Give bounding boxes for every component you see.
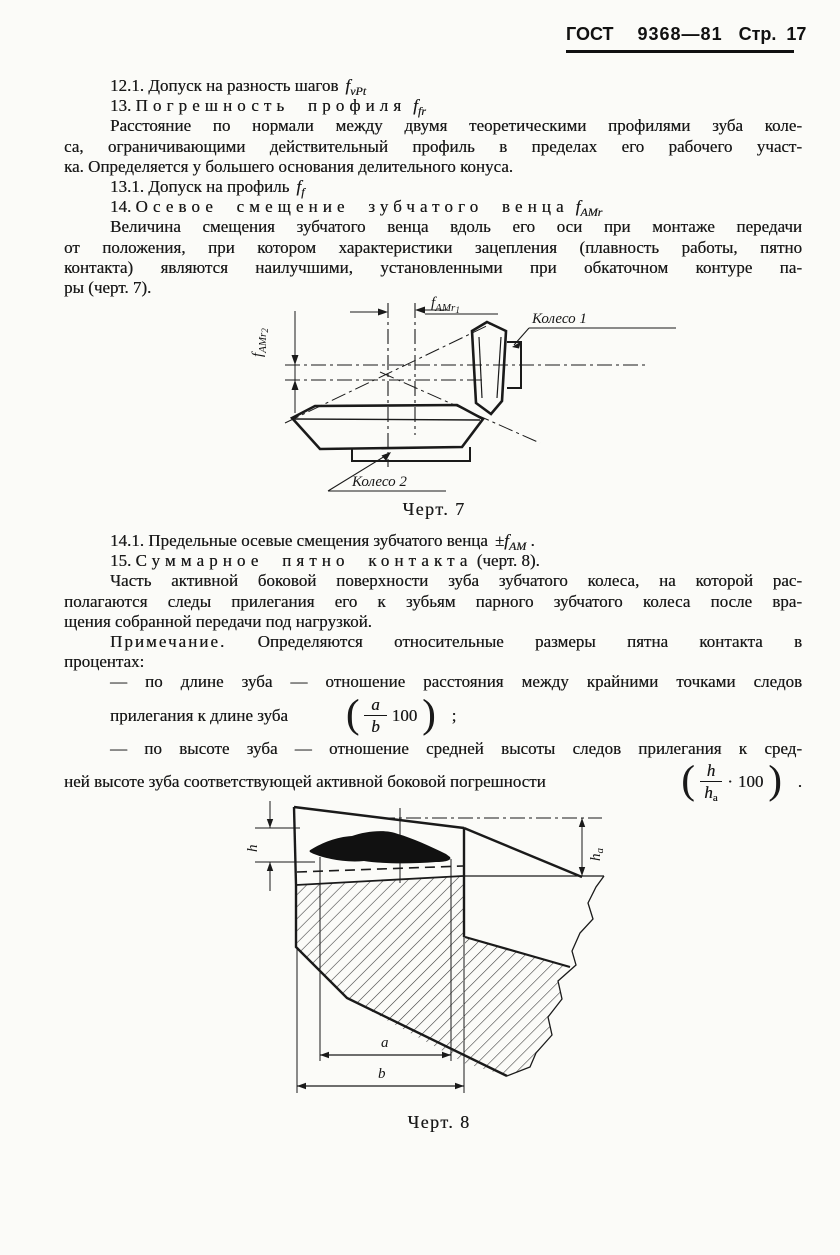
hatched-section-right	[464, 937, 570, 1076]
a-label: a	[381, 1035, 389, 1051]
fig7-gear1-outline	[472, 322, 521, 414]
list-item-length: — по длине зуба — отношение расстояния между крайними точками следов	[110, 672, 802, 692]
paragraph-line: полагаются следы прилегания его к зубьям парного зубчатого колеса после вра-	[64, 591, 802, 611]
formula-tail: .	[797, 771, 802, 791]
text-block-2	[64, 531, 802, 805]
standard-number: 9368—81	[637, 24, 723, 44]
note-line-2: процентах:	[64, 652, 145, 672]
formula-lead-text: прилегания к длине зуба	[110, 705, 288, 725]
figure-8-drawing	[240, 795, 615, 1100]
dashed-pitch-line	[297, 866, 463, 872]
page-header	[566, 24, 807, 45]
section-13-1-line: 13.1. Допуск на профиль $f_f$	[110, 177, 305, 200]
section-14-1-line: 14.1. Предельные осевые смещения зубчатого венца $\pm f_{AM}$ .	[110, 531, 535, 553]
famr1-label: $f_{AMr}1$	[431, 295, 460, 315]
formula-tail: ;	[451, 705, 457, 725]
fig7-dimension-famr1	[350, 295, 498, 316]
paragraph-line: Расстояние по нормали между двумя теоретическими профилями зуба коле-	[110, 116, 802, 136]
fig7-label-wheel1	[512, 311, 676, 349]
paragraph-line: ка. Определяется у большего основания делительного конуса.	[64, 156, 513, 176]
formula-line-length	[64, 690, 802, 739]
hatched-section-left	[296, 876, 463, 1062]
figure-8	[240, 795, 615, 1105]
fig7-label-wheel2	[328, 452, 446, 491]
section-14-heading: 14. Осевое смещение зубчатого венца $f_{AMr}$	[110, 197, 603, 220]
page-word: Стр.	[738, 24, 777, 44]
figure-7-drawing	[240, 295, 690, 495]
formula-a-over-b: ( $\frac{a}{b}$ 100 )	[345, 690, 436, 737]
b-label: b	[378, 1066, 386, 1082]
figure-7	[240, 295, 690, 500]
text-block-1	[64, 76, 802, 298]
formula-lead-text: ней высоте зуба соответствующей активной боковой погрешности	[64, 771, 546, 791]
fig8-dimension-h	[245, 801, 315, 891]
formula-h-over-ha: ( $\frac{h}{h_a}$ · 100 )	[681, 756, 782, 805]
fig8-dimension-ha	[579, 818, 606, 876]
h-label: h	[245, 844, 261, 852]
wheel1-label: Колесо 1	[532, 311, 587, 327]
wheel2-label: Колесо 2	[352, 474, 407, 490]
header-rule	[566, 50, 794, 53]
famr2-label: $f_{AMr}2$	[250, 328, 270, 357]
paragraph-line: контакта) являются наилучшими, установленными при обкаточном контуре па-	[64, 257, 802, 277]
paragraph-line: Часть активной боковой поверхности зуба зубчатого колеса, на которой рас-	[110, 571, 802, 591]
section-12-1-line: 12.1. Допуск на разность шагов $f_{vPt}$	[110, 76, 367, 98]
note-line: Примечание. Определяются относительные размеры пятна контакта в	[110, 632, 802, 652]
section-13-heading: 13. Погрешность профиля $f_{fr}$	[110, 96, 426, 119]
ha-label: $h_a$	[588, 848, 606, 861]
figure-8-caption: Черт. 8	[407, 1112, 471, 1132]
list-item-height: — по высоте зуба — отношение средней высоты следов прилегания к сред-	[110, 738, 802, 758]
paragraph-line: са, ограничивающими действительный профиль в пределах его рабочего участ-	[64, 136, 802, 156]
figure-7-caption: Черт. 7	[402, 499, 466, 519]
fig7-dimension-famr2	[250, 311, 299, 413]
page-number: 17	[786, 24, 807, 44]
standard-name: ГОСТ	[566, 24, 614, 44]
contact-patch	[310, 831, 451, 863]
fig8-dimension-b	[297, 1066, 464, 1089]
section-15-heading: 15. Суммарное пятно контакта (черт. 8).	[110, 551, 540, 571]
paragraph-line: щения собранной передачи под нагрузкой.	[64, 611, 372, 631]
paragraph-line: ры (черт. 7).	[64, 278, 152, 298]
paragraph-line: Величина смещения зубчатого венца вдоль его оси при монтаже передачи	[110, 217, 802, 237]
paragraph-line: от положения, при котором характеристики зацепления (плавность работы, пятно	[64, 237, 802, 257]
